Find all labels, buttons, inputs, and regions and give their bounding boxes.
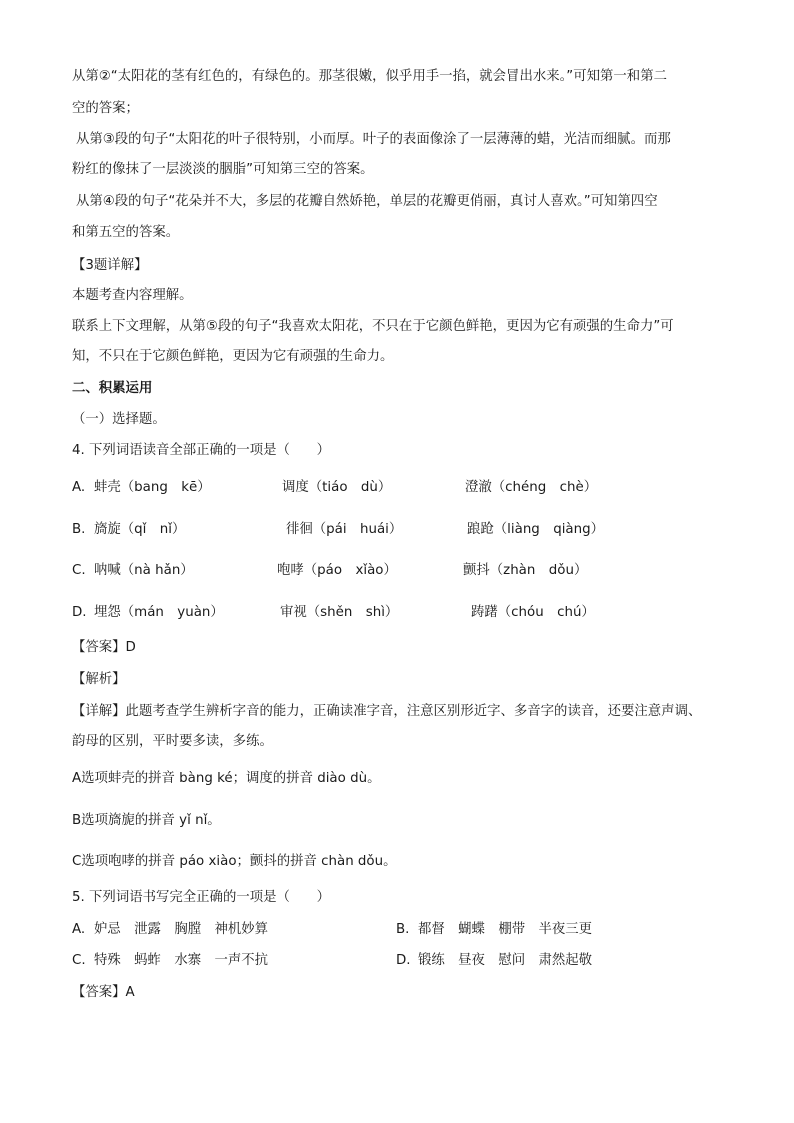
option-letter: C. xyxy=(72,953,86,968)
option-letter: D. xyxy=(396,953,411,968)
q4-note-b: B选项旖旎的拼音 yǐ nǐ。 xyxy=(72,813,221,828)
option-item: 蚌壳（bang kē） xyxy=(94,480,211,495)
option-letter: D. xyxy=(72,605,87,620)
q5-answer: 【答案】A xyxy=(72,985,135,1000)
q4-stem: 4. 下列词语读音全部正确的一项是（ ） xyxy=(72,443,331,458)
option-item: 澄澈（chéng chè） xyxy=(465,480,598,495)
option-text: 特殊 蚂蚱 水寨 一声不抗 xyxy=(94,953,269,968)
q4-note-c: C选项咆哮的拼音 páo xiào；颤抖的拼音 chàn dǒu。 xyxy=(72,854,397,869)
q4-detail-line-1: 【详解】此题考查学生辨析字音的能力，正确读准字音，注意区别形近字、多音字的读音，还要注意声调、 xyxy=(72,704,702,719)
option-item: 旖旋（qǐ nǐ） xyxy=(94,522,186,537)
q5-stem: 5. 下列词语书写完全正确的一项是（ ） xyxy=(72,890,331,905)
q4-answer: 【答案】D xyxy=(72,640,136,655)
section-heading: 二、积累运用 xyxy=(72,381,153,396)
q3-line-3: 知，不只在于它颜色鲜艳，更因为它有顽强的生命力。 xyxy=(72,349,394,364)
q3-line-2: 联系上下文理解，从第⑤段的句子“我喜欢太阳花，不只在于它颜色鲜艳，更因为它有顽强的生命力”可 xyxy=(72,319,674,334)
p3-line-2: 粉红的像抹了一层淡淡的胭脂”可知第三空的答案。 xyxy=(72,162,374,177)
p2-line-2: 空的答案； xyxy=(72,101,139,116)
option-item: 调度（tiáo dù） xyxy=(282,480,392,495)
q3-line-1: 本题考查内容理解。 xyxy=(72,288,193,303)
option-item: 颤抖（zhàn dǒu） xyxy=(463,563,588,578)
option-item: 踌躇（chóu chú） xyxy=(471,605,595,620)
option-letter: C. xyxy=(72,563,86,578)
option-item: 咆哮（páo xǐào） xyxy=(277,563,397,578)
q4-detail-line-2: 韵母的区别，平时要多读，多练。 xyxy=(72,734,273,749)
option-text: 锻练 昼夜 慰问 肃然起敬 xyxy=(418,953,593,968)
option-item: 徘徊（pái huái） xyxy=(286,522,403,537)
option-item: 审视（shěn shì） xyxy=(280,605,399,620)
p2-line-1: 从第②“太阳花的茎有红色的，有绿色的。那茎很嫩，似乎用手一掐，就会冒出水来。”可知第一和第二 xyxy=(72,69,667,84)
subsection-heading: （一）选择题。 xyxy=(72,412,166,427)
p3-line-1: 从第③段的句子“太阳花的叶子很特别，小而厚。叶子的表面像涂了一层薄薄的蜡，光洁而细腻。而那 xyxy=(76,132,671,147)
q4-analysis-label: 【解析】 xyxy=(72,672,126,687)
option-letter: B. xyxy=(396,922,410,937)
option-letter: B. xyxy=(72,522,86,537)
q4-note-a: A选项蚌壳的拼音 bàng ké；调度的拼音 diào dù。 xyxy=(72,771,381,786)
option-text: 都督 蝴蝶 棚带 半夜三更 xyxy=(418,922,593,937)
option-item: 呐喊（nà hǎn） xyxy=(94,563,194,578)
option-letter: A. xyxy=(72,922,86,937)
option-item: 踉跄（liàng qiàng） xyxy=(467,522,604,537)
option-text: 妒忌 泄露 胸膛 神机妙算 xyxy=(94,922,269,937)
p4-line-1: 从第④段的句子“花朵并不大，多层的花瓣自然娇艳，单层的花瓣更俏丽，真讨人喜欢。”可知第四空 xyxy=(76,194,658,209)
option-letter: A. xyxy=(72,480,86,495)
option-item: 埋怨（mán yuàn） xyxy=(94,605,224,620)
q3-heading: 【3题详解】 xyxy=(72,258,148,273)
p4-line-2: 和第五空的答案。 xyxy=(72,225,180,240)
